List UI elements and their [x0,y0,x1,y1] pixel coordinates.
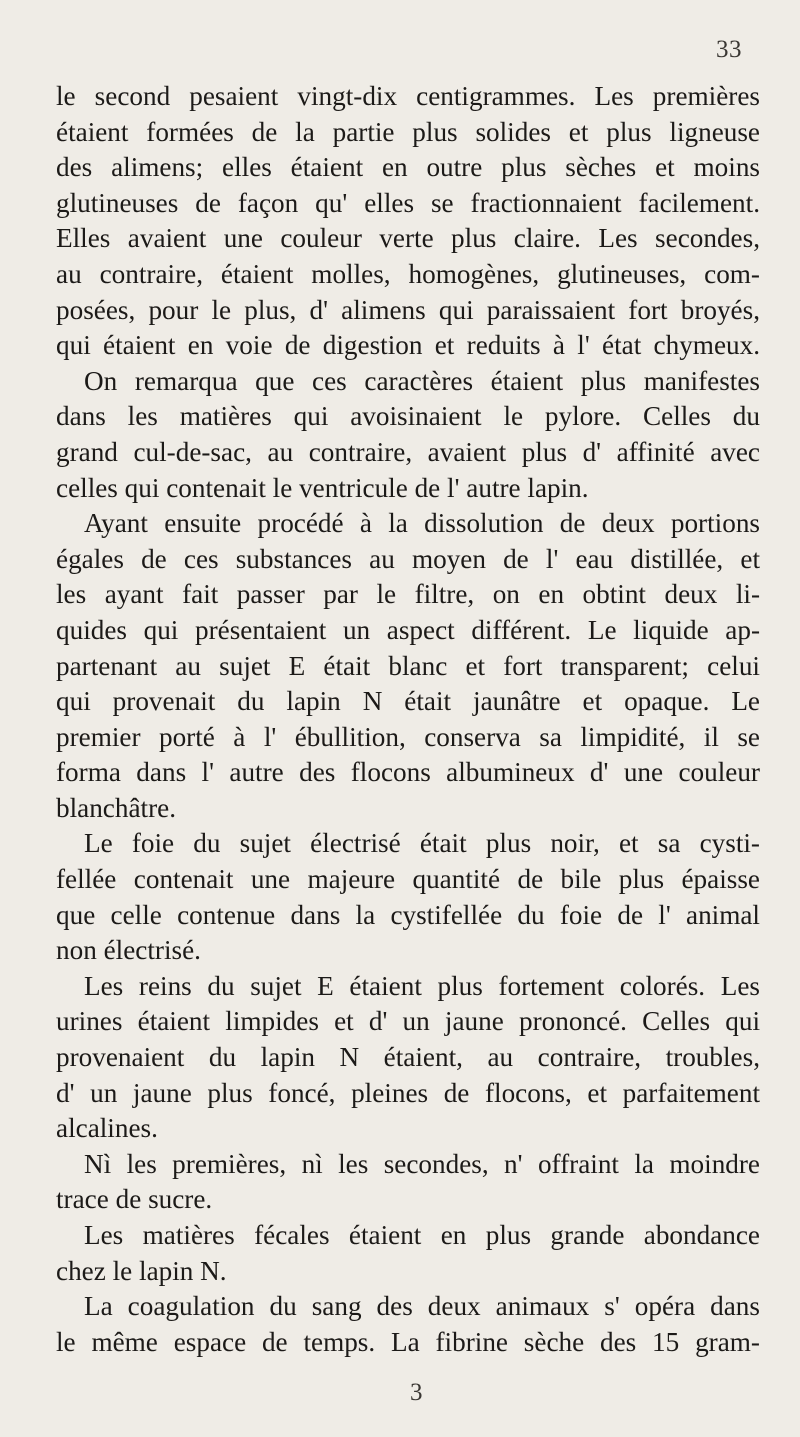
text-line: Elles avaient une couleur verte plus claire. Les secondes, [56,223,760,254]
text-line: le même espace de temps. La fibrine sèche des 15 gram- [56,1326,760,1357]
text-line: étaient formées de la partie plus solides et plus ligneuse [56,116,760,147]
text-line: que celle contenue dans la cystifellée du foie de l' animal [56,899,760,930]
text-line: des alimens; elles étaient en outre plus sèches et moins [56,152,760,183]
text-line: On remarqua que ces caractères étaient plus manifestes [84,365,760,396]
text-line: Les reins du sujet E étaient plus fortement colorés. Les [84,970,760,1001]
signature-mark: 3 [410,1379,423,1406]
text-line: Nì les premières, nì les secondes, n' offraint la moindre [84,1148,760,1179]
text-line: celles qui contenait le ventricule de l' autre lapin. [56,472,589,503]
text-line: premier porté à l' ébullition, conserva sa limpidité, il se [56,721,760,752]
body-text [56,79,760,1360]
text-line: grand cul-de-sac, au contraire, avaient plus d' affinité avec [56,436,760,467]
text-line: quides qui présentaient un aspect différent. Le liquide ap- [56,614,760,645]
text-line: posées, pour le plus, d' alimens qui paraissaient fort broyés, [56,294,760,325]
text-line: provenaient du lapin N étaient, au contraire, troubles, [56,1042,760,1073]
text-line: urines étaient limpides et d' un jaune prononcé. Celles qui [56,1006,760,1037]
text-line: Les matières fécales étaient en plus grande abondance [84,1220,760,1250]
text-line: blanchâtre. [56,792,177,823]
text-line: le second pesaient vingt-dix centigrammes. Les premières [56,81,760,111]
text-line: chez le lapin N. [56,1255,227,1286]
text-line: les ayant fait passer par le filtre, on en obtint deux li- [56,579,760,610]
text-line: Le foie du sujet électrisé était plus noir, et sa cysti- [84,828,760,859]
page-number: 33 [716,36,742,63]
text-line: glutineuses de façon qu' elles se fractionnaient facilement. [56,187,760,218]
text-line: au contraire, étaient molles, homogènes, glutineuses, com- [56,258,760,289]
text-line: dans les matières qui avoisinaient le pylore. Celles du [56,401,760,432]
text-line: La coagulation du sang des deux animaux s' opéra dans [84,1291,760,1322]
text-line: trace de sucre. [56,1184,213,1215]
text-line: Ayant ensuite procédé à la dissolution de deux portions [84,508,760,539]
text-line: qui provenait du lapin N était jaunâtre et opaque. Le [56,686,760,717]
text-line: d' un jaune plus foncé, pleines de flocons, et parfaitement [56,1077,760,1108]
text-line: égales de ces substances au moyen de l' eau distillée, et [56,543,760,574]
text-line: alcalines. [56,1113,158,1144]
text-line: fellée contenait une majeure quantité de bile plus épaisse [56,864,760,895]
text-line: qui étaient en voie de digestion et reduits à l' état chymeux. [56,330,760,361]
text-line: forma dans l' autre des flocons albumineux d' une couleur [56,757,760,788]
text-line: non électrisé. [56,935,201,966]
text-line: partenant au sujet E était blanc et fort transparent; celui [56,650,760,681]
